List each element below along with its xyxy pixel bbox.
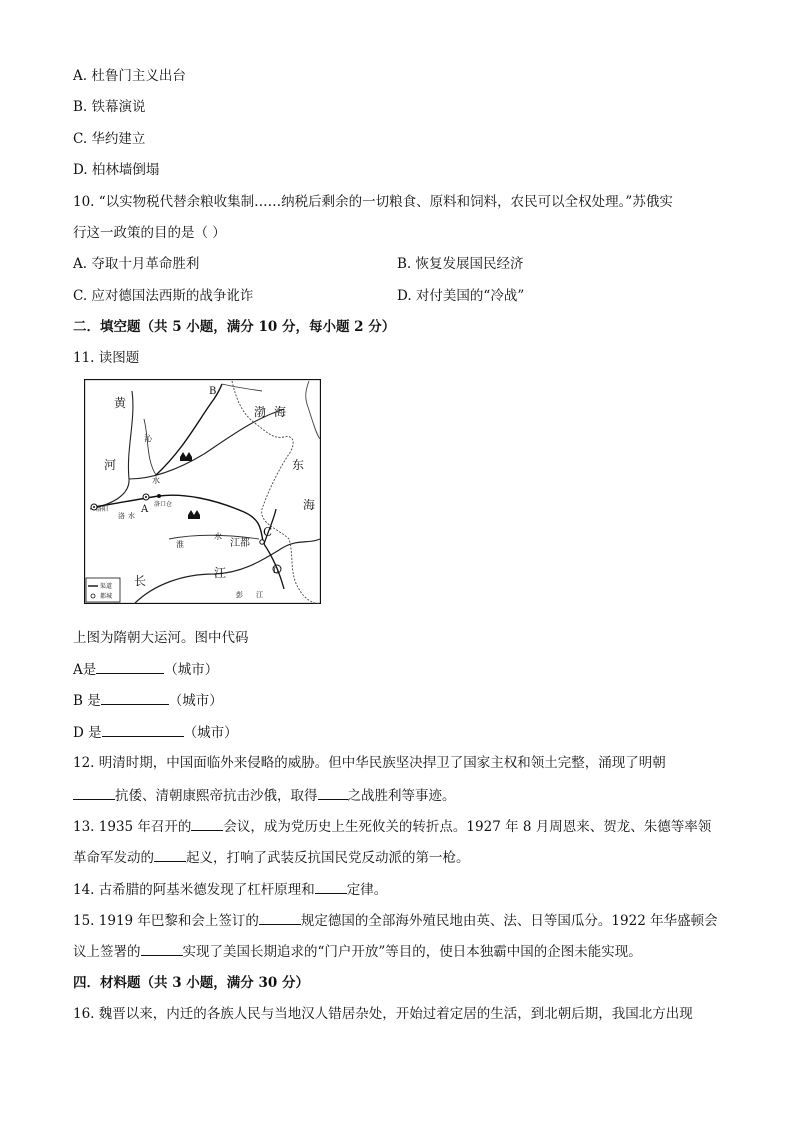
map-code-a: A bbox=[141, 504, 149, 515]
q11-blank-d bbox=[73, 722, 238, 743]
map-label-bohai2: 海 bbox=[274, 405, 287, 419]
q12-line1: 12. 明清时期，中国面临外来侵略的威胁。但中华民族坚决捍卫了国家主权和领土完整，涌现了明朝 bbox=[73, 755, 666, 771]
q14-text-a: 14. 古希腊的阿基米德发现了杠杆原理和 bbox=[73, 882, 315, 898]
q11-label: 11. 读图题 bbox=[73, 350, 140, 366]
q11-b-prefix: B 是 bbox=[73, 693, 101, 709]
q14-answer-blank[interactable] bbox=[315, 879, 347, 894]
q11-a-suffix: （城市） bbox=[164, 662, 219, 678]
map-label-jiangdu: 江都 bbox=[230, 538, 250, 549]
map-code-b: B bbox=[209, 386, 217, 397]
map-label-dong: 东 bbox=[292, 458, 305, 472]
q11-d-suffix: （城市） bbox=[183, 725, 238, 741]
q15-answer-blank-2[interactable] bbox=[141, 941, 183, 956]
q11-a-prefix: A是 bbox=[73, 662, 97, 678]
q15-text-c: 议上签署的 bbox=[73, 944, 141, 960]
map-label-huai: 淮 bbox=[176, 540, 184, 549]
q14-line bbox=[73, 879, 387, 900]
map-label-shui1: 水 bbox=[152, 476, 160, 485]
q13-answer-blank-2[interactable] bbox=[154, 847, 186, 862]
q12-text-a: 抗倭、清朝康熙帝抗击沙俄，取得 bbox=[115, 788, 318, 804]
map-label-luo: 洛 bbox=[118, 512, 125, 520]
q10-option-a: A. 夺取十月革命胜利 bbox=[73, 256, 200, 272]
section4-title: 四．材料题（共 3 小题，满分 30 分） bbox=[73, 975, 309, 991]
grand-canal-map bbox=[84, 379, 321, 604]
q13-text-a: 13. 1935 年召开的 bbox=[73, 819, 192, 835]
map-label-donghai: 海 bbox=[303, 498, 316, 512]
q11-blank-b bbox=[73, 690, 223, 711]
q12-line2 bbox=[73, 785, 456, 806]
map-label-he: 河 bbox=[104, 458, 117, 472]
q9-option-c: C. 华约建立 bbox=[73, 131, 146, 147]
q12-answer-blank-2[interactable] bbox=[318, 785, 348, 800]
q11-caption: 上图为隋朝大运河。图中代码 bbox=[73, 630, 249, 646]
map-label-huang: 黄 bbox=[114, 396, 127, 410]
q11-a-answer-blank[interactable] bbox=[96, 659, 164, 674]
q10-option-d: D. 对付美国的“冷战” bbox=[397, 288, 525, 304]
map-label-chang: 长 bbox=[134, 574, 147, 588]
q15-line2 bbox=[73, 941, 642, 962]
map-legend-capital: 都城 bbox=[100, 593, 113, 600]
q15-line1 bbox=[73, 910, 718, 931]
map-label-pengze: 彭 bbox=[236, 591, 243, 599]
map-label-jiang: 江 bbox=[214, 566, 227, 580]
map-code-c: C bbox=[263, 525, 273, 539]
map-label-jiang2: 江 bbox=[256, 591, 263, 599]
q11-blank-a bbox=[73, 659, 218, 680]
q15-text-d: 实现了美国长期追求的“门户开放”等目的，使日本独霸中国的企图未能实现。 bbox=[182, 944, 642, 960]
q10-option-b: B. 恢复发展国民经济 bbox=[397, 256, 524, 272]
q11-b-answer-blank[interactable] bbox=[101, 690, 169, 705]
q13-answer-blank-1[interactable] bbox=[191, 816, 223, 831]
map-legend-canal: 渠道 bbox=[100, 583, 113, 590]
map-label-luoyang: 洛阳 bbox=[96, 506, 109, 513]
q12-answer-blank-1[interactable] bbox=[73, 785, 115, 800]
map-label-bohai1: 渤 bbox=[254, 405, 267, 419]
q13-line2 bbox=[73, 847, 470, 868]
q11-d-answer-blank[interactable] bbox=[102, 722, 184, 737]
q14-text-b: 定律。 bbox=[346, 882, 388, 898]
map-label-shui2: 水 bbox=[128, 512, 135, 520]
q11-b-suffix: （城市） bbox=[168, 693, 223, 709]
q15-answer-blank-1[interactable] bbox=[259, 910, 301, 925]
q13-text-b: 会议，成为党历史上生死攸关的转折点。1927 年 8 月周恩来、贺龙、朱德等率领 bbox=[223, 819, 712, 835]
q15-text-a: 15. 1919 年巴黎和会上签订的 bbox=[73, 913, 259, 929]
section2-title: 二．填空题（共 5 小题，满分 10 分，每小题 2 分） bbox=[73, 319, 396, 335]
q13-text-d: 起义，打响了武装反抗国民党反动派的第一枪。 bbox=[186, 850, 470, 866]
q9-option-b: B. 铁幕演说 bbox=[73, 99, 146, 115]
q9-option-a: A. 杜鲁门主义出台 bbox=[73, 68, 186, 84]
q9-option-d: D. 柏林墙倒塌 bbox=[73, 162, 160, 178]
q11-d-prefix: D 是 bbox=[73, 725, 102, 741]
map-label-shui3: 水 bbox=[214, 532, 222, 541]
map-code-d: D bbox=[273, 567, 279, 575]
q10-option-c: C. 应对德国法西斯的战争讹诈 bbox=[73, 288, 254, 304]
map-city-luokoucang bbox=[157, 494, 161, 498]
map-label-qin: 沁 bbox=[144, 434, 152, 443]
map-city-jiangdu bbox=[260, 540, 264, 544]
q13-text-c: 革命军发动的 bbox=[73, 850, 154, 866]
q15-text-b: 规定德国的全部海外殖民地由英、法、日等国瓜分。1922 年华盛顿会 bbox=[300, 913, 718, 929]
q16-line1: 16. 魏晋以来，内迁的各族人民与当地汉人错居杂处，开始过着定居的生活，到北朝后期，我国北方出现 bbox=[73, 1006, 693, 1022]
q10-stem-line2: 行这一政策的目的是（ ） bbox=[73, 225, 226, 241]
q13-line1 bbox=[73, 816, 711, 837]
q10-stem-line1: 10. “以实物税代替余粮收集制……纳税后剩余的一切粮食、原料和饲料，农民可以全权处理。”苏俄实 bbox=[73, 194, 673, 210]
q12-text-b: 之战胜利等事迹。 bbox=[347, 788, 456, 804]
map-label-luokoucang: 洛口仓 bbox=[154, 501, 173, 508]
